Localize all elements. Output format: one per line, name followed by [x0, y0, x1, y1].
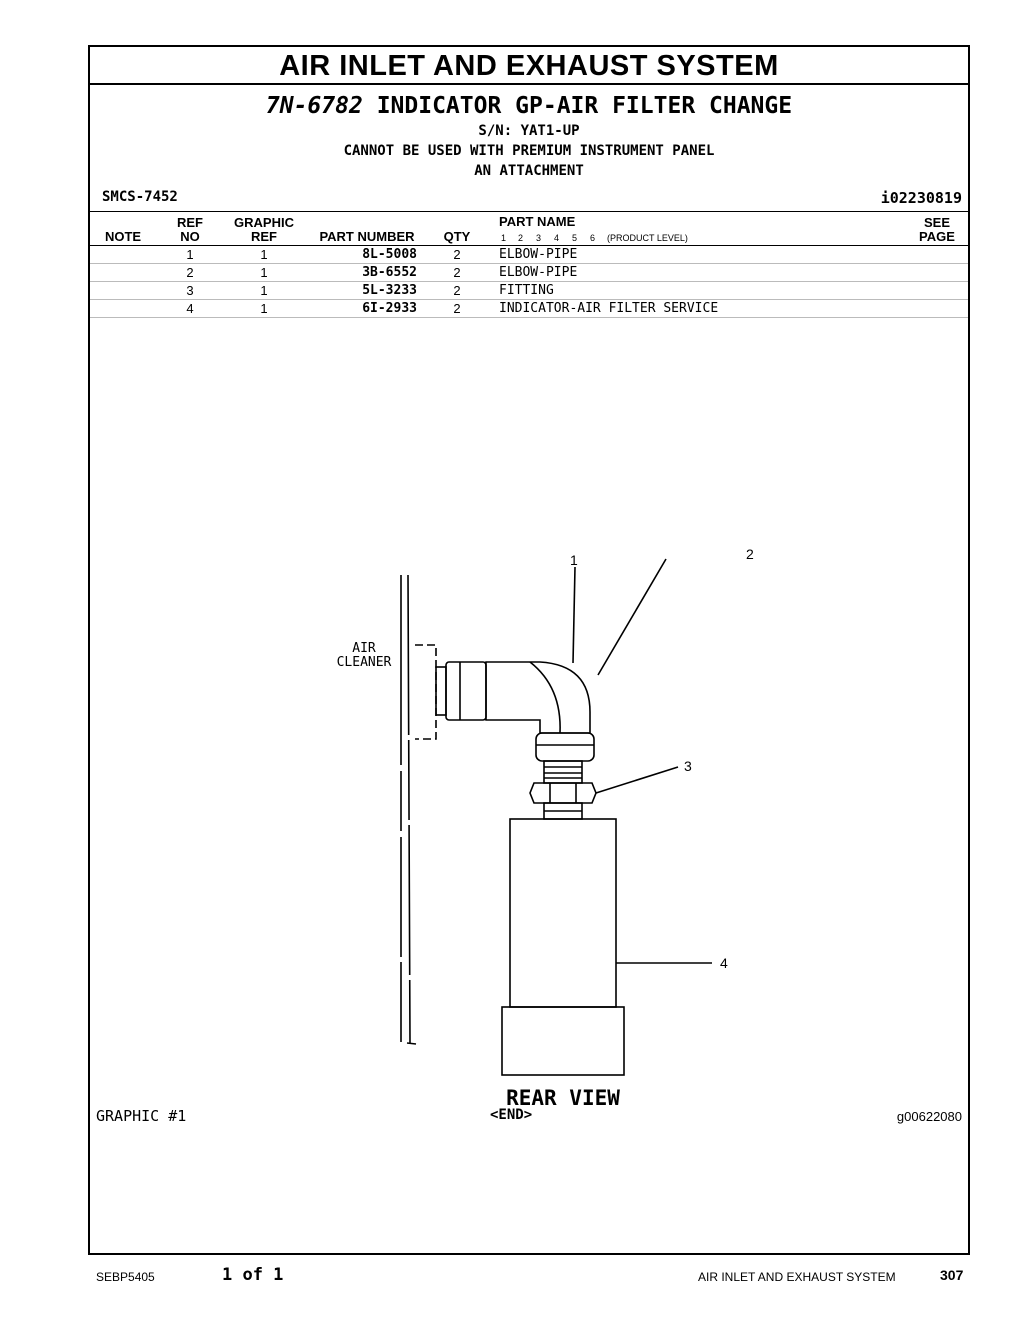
footer-page-of: 1 of 1 [222, 1265, 284, 1285]
leader-3 [596, 767, 678, 793]
part-number-link[interactable]: 8L-5008 [362, 247, 417, 262]
graphic-label: GRAPHIC #1 [96, 1107, 187, 1125]
table-row [90, 264, 968, 282]
quantity: 2 [453, 265, 461, 280]
col-part-name: PART NAME [499, 214, 576, 229]
air-label: AIR [352, 641, 376, 656]
indicator-body [510, 819, 616, 1007]
header-top-rule [90, 211, 968, 212]
air-cleaner-bracket [415, 645, 436, 739]
serial-range: S/N: YAT1-UP [478, 123, 580, 139]
level-1: 1 [501, 233, 507, 243]
col-see-top: SEE [923, 215, 950, 230]
table-row [90, 282, 968, 300]
col-qty: QTY [443, 229, 471, 244]
callout-2: 2 [746, 546, 754, 562]
part-name: INDICATOR-AIR FILTER SERVICE [499, 301, 719, 316]
elbow-1-body [446, 662, 486, 720]
group-title [90, 93, 968, 119]
elbow-2-curve [530, 662, 560, 733]
callout-4: 4 [720, 955, 728, 971]
elbow-2-body [486, 662, 590, 733]
group-name: INDICATOR GP-AIR FILTER CHANGE [376, 93, 793, 119]
graphic-ref: 1 [260, 265, 268, 280]
leader-1 [573, 567, 575, 663]
level-5: 5 [572, 233, 578, 243]
elbow-2-nut [536, 733, 594, 761]
quantity: 2 [453, 283, 461, 298]
callout-3: 3 [684, 758, 692, 774]
wall-foot [407, 1043, 416, 1044]
part-name: ELBOW-PIPE [499, 265, 578, 280]
rear-view-label: REAR VIEW [506, 1086, 620, 1110]
level-6: 6 [590, 233, 596, 243]
col-see-bottom: PAGE [919, 229, 955, 244]
part-name: FITTING [499, 283, 554, 298]
graphic-id: g00622080 [896, 1109, 962, 1124]
graphic-ref: 1 [260, 301, 268, 316]
part-number-link[interactable]: 3B-6552 [362, 265, 417, 280]
callout-1: 1 [570, 552, 578, 568]
level-4: 4 [554, 233, 560, 243]
footer-doc-number: SEBP5405 [96, 1270, 155, 1284]
ref-no: 1 [186, 247, 194, 262]
product-level: (PRODUCT LEVEL) [607, 233, 688, 243]
indicator-cap [502, 1007, 624, 1075]
col-graphic-top: GRAPHIC [234, 215, 294, 230]
col-note: NOTE [104, 229, 142, 244]
ref-no: 3 [186, 283, 194, 298]
cleaner-label: CLEANER [336, 655, 392, 670]
level-2: 2 [518, 233, 524, 243]
graphic-ref: 1 [260, 283, 268, 298]
fitting-hex [530, 783, 596, 803]
ref-no: 4 [186, 301, 194, 316]
col-graphic-bottom: REF [251, 229, 277, 244]
part-number-link[interactable]: 5L-3233 [362, 283, 417, 298]
fitting-stem [544, 761, 582, 783]
note-line-1: CANNOT BE USED WITH PREMIUM INSTRUMENT PANEL [343, 143, 715, 159]
footer-page-number: 307 [940, 1267, 964, 1283]
air-cleaner-wall-inner [408, 575, 410, 1043]
page-frame [88, 45, 970, 1255]
ref-no: 2 [186, 265, 194, 280]
section-title: AIR INLET AND EXHAUST SYSTEM [90, 47, 968, 85]
document-id: i02230819 [880, 189, 962, 207]
part-number-link[interactable]: 6I-2933 [362, 301, 417, 316]
leader-2 [598, 559, 666, 675]
table-row [90, 300, 968, 318]
col-ref-bottom: NO [180, 229, 200, 244]
col-ref-top: REF [177, 215, 203, 230]
col-part-number: PART NUMBER [319, 229, 415, 244]
elbow-1-stub [436, 667, 446, 715]
footer-section: AIR INLET AND EXHAUST SYSTEM [698, 1270, 896, 1284]
table-row [90, 246, 968, 264]
level-3: 3 [536, 233, 542, 243]
end-marker: <END> [490, 1107, 533, 1123]
quantity: 2 [453, 301, 461, 316]
part-name: ELBOW-PIPE [499, 247, 578, 262]
quantity: 2 [453, 247, 461, 262]
smcs-code: SMCS-7452 [102, 189, 178, 205]
note-line-2: AN ATTACHMENT [474, 163, 584, 179]
group-part-number[interactable]: 7N-6782 [265, 93, 363, 119]
parts-illustration [300, 497, 780, 1110]
graphic-ref: 1 [260, 247, 268, 262]
